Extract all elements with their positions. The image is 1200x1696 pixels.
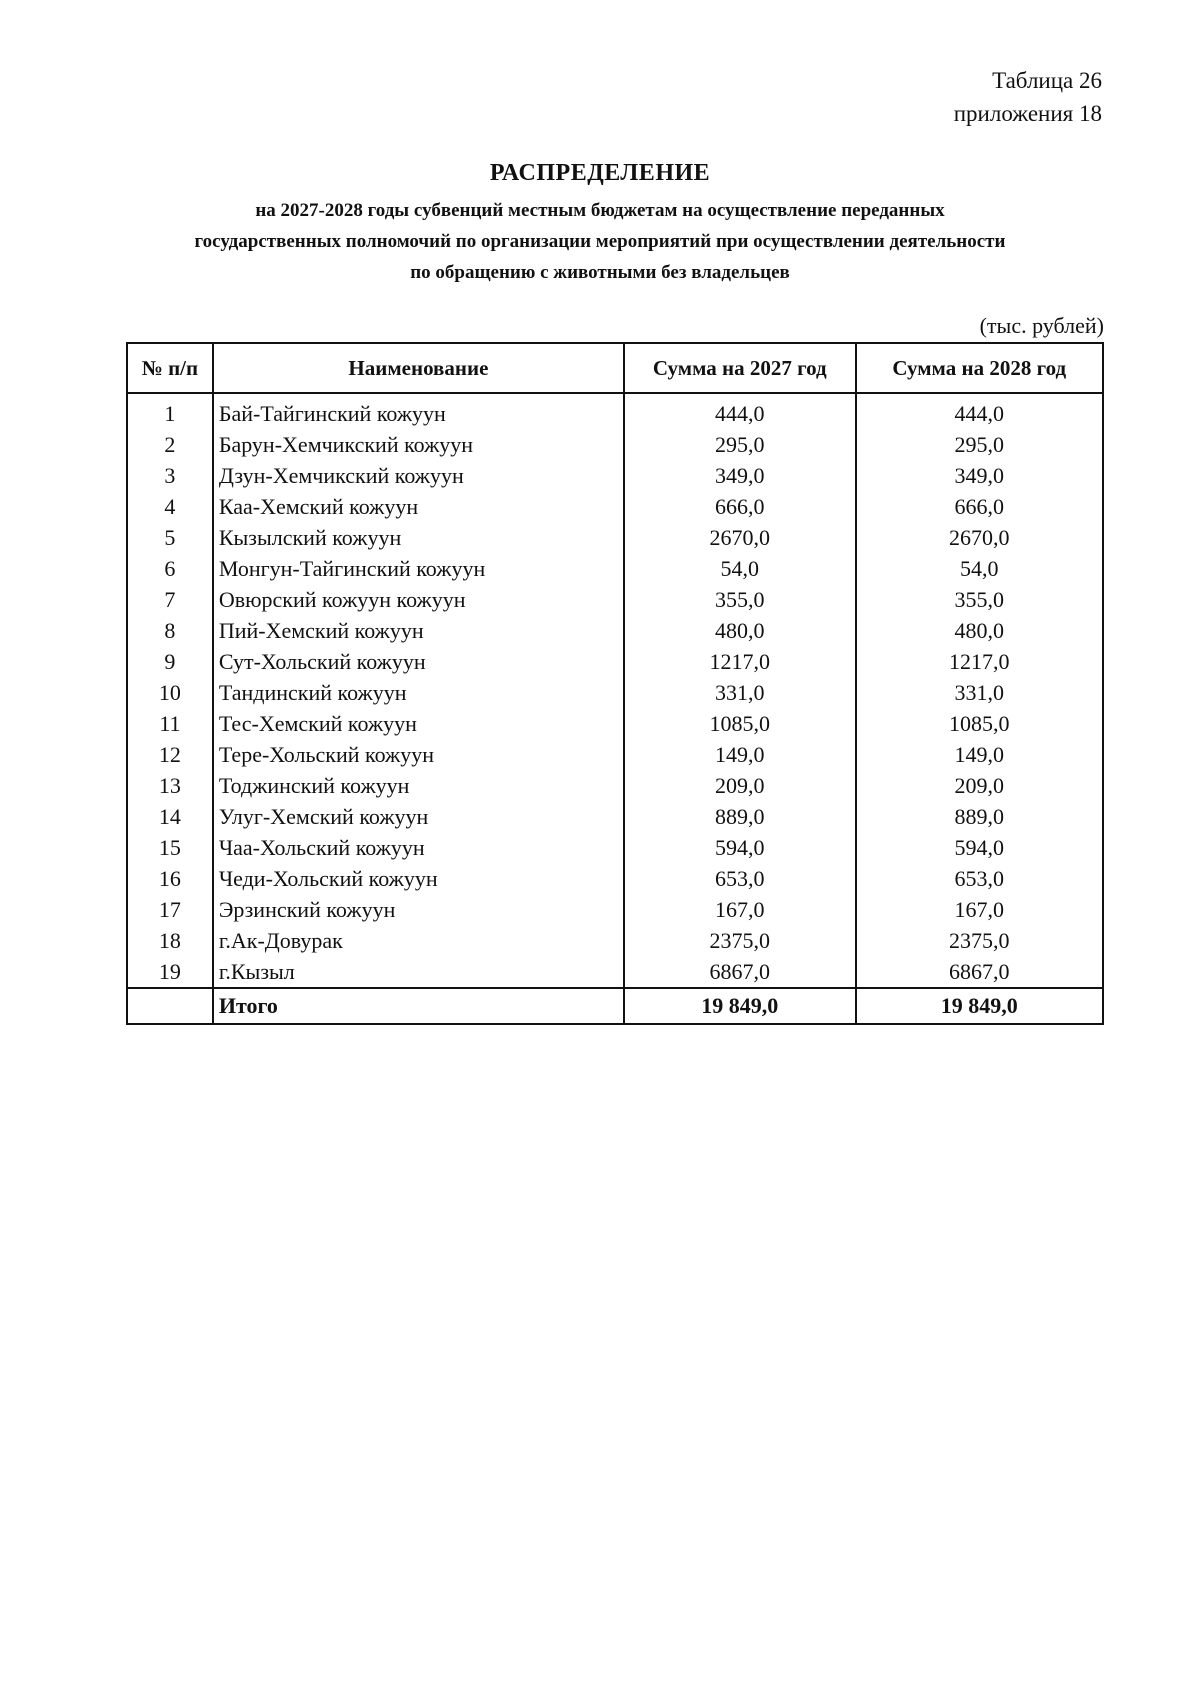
- row-number: 17: [127, 894, 213, 925]
- row-name: Тандинский кожуун: [213, 677, 624, 708]
- row-name: Бай-Тайгинский кожуун: [213, 393, 624, 429]
- row-name: Каа-Хемский кожуун: [213, 491, 624, 522]
- row-name: Тере-Хольский кожуун: [213, 739, 624, 770]
- subtitle-line: государственных полномочий по организации мероприятий при осуществлении деятельности: [194, 231, 1006, 252]
- row-name: г.Кызыл: [213, 956, 624, 988]
- row-sum-2028: 444,0: [856, 393, 1103, 429]
- row-sum-2027: 2375,0: [624, 925, 856, 956]
- table-row: [127, 863, 1103, 894]
- row-sum-2028: 1217,0: [856, 646, 1103, 677]
- total-sum-2028: 19 849,0: [856, 988, 1103, 1024]
- table-row: [127, 739, 1103, 770]
- row-name: Улуг-Хемский кожуун: [213, 801, 624, 832]
- row-sum-2027: 167,0: [624, 894, 856, 925]
- row-number: 12: [127, 739, 213, 770]
- table-row: [127, 491, 1103, 522]
- row-number: 19: [127, 956, 213, 988]
- table-row: [127, 770, 1103, 801]
- table-row: [127, 393, 1103, 429]
- row-name: Монгун-Тайгинский кожуун: [213, 553, 624, 584]
- row-sum-2028: 666,0: [856, 491, 1103, 522]
- table-row: [127, 584, 1103, 615]
- row-sum-2027: 1217,0: [624, 646, 856, 677]
- row-number: 10: [127, 677, 213, 708]
- row-sum-2028: 54,0: [856, 553, 1103, 584]
- column-header-name: Наименование: [213, 343, 624, 393]
- row-sum-2027: 444,0: [624, 393, 856, 429]
- row-sum-2028: 331,0: [856, 677, 1103, 708]
- table-number: Таблица 26: [992, 68, 1102, 93]
- row-sum-2027: 653,0: [624, 863, 856, 894]
- row-number: 8: [127, 615, 213, 646]
- appendix-number: приложения 18: [953, 101, 1102, 126]
- row-sum-2028: 355,0: [856, 584, 1103, 615]
- row-sum-2027: 2670,0: [624, 522, 856, 553]
- table-reference: [954, 64, 1102, 130]
- table-row: [127, 956, 1103, 988]
- row-number: 9: [127, 646, 213, 677]
- document-subtitle: [120, 195, 1080, 288]
- row-number: 14: [127, 801, 213, 832]
- row-number: 3: [127, 460, 213, 491]
- row-sum-2027: 480,0: [624, 615, 856, 646]
- row-name: Тоджинский кожуун: [213, 770, 624, 801]
- row-sum-2027: 149,0: [624, 739, 856, 770]
- total-label: Итого: [213, 988, 624, 1024]
- table-row: [127, 553, 1103, 584]
- units-label: (тыс. рублей): [979, 313, 1104, 338]
- column-header-sum-2028: Сумма на 2028 год: [856, 343, 1103, 393]
- row-number: 13: [127, 770, 213, 801]
- table-row: [127, 708, 1103, 739]
- table-body: [127, 393, 1103, 1024]
- row-sum-2028: 6867,0: [856, 956, 1103, 988]
- row-number: 6: [127, 553, 213, 584]
- row-name: Овюрский кожуун кожуун: [213, 584, 624, 615]
- row-name: Барун-Хемчикский кожуун: [213, 429, 624, 460]
- row-number: 5: [127, 522, 213, 553]
- row-number: 7: [127, 584, 213, 615]
- row-number: 15: [127, 832, 213, 863]
- row-sum-2027: 355,0: [624, 584, 856, 615]
- subtitle-line: на 2027-2028 годы субвенций местным бюджетам на осуществление переданных: [255, 200, 945, 221]
- row-name: Пий-Хемский кожуун: [213, 615, 624, 646]
- row-sum-2027: 594,0: [624, 832, 856, 863]
- row-name: Эрзинский кожуун: [213, 894, 624, 925]
- table-header-row: [127, 343, 1103, 393]
- distribution-table: [126, 342, 1104, 1025]
- table-row: [127, 832, 1103, 863]
- row-sum-2028: 149,0: [856, 739, 1103, 770]
- row-sum-2027: 209,0: [624, 770, 856, 801]
- document-title: РАСПРЕДЕЛЕНИЕ: [489, 160, 711, 186]
- row-sum-2027: 6867,0: [624, 956, 856, 988]
- table-row: [127, 801, 1103, 832]
- table-row: [127, 460, 1103, 491]
- row-name: Дзун-Хемчикский кожуун: [213, 460, 624, 491]
- total-number: [127, 988, 213, 1024]
- row-sum-2028: 1085,0: [856, 708, 1103, 739]
- row-name: Сут-Хольский кожуун: [213, 646, 624, 677]
- row-number: 11: [127, 708, 213, 739]
- row-name: г.Ак-Довурак: [213, 925, 624, 956]
- total-sum-2027: 19 849,0: [624, 988, 856, 1024]
- column-header-sum-2027: Сумма на 2027 год: [624, 343, 856, 393]
- row-sum-2028: 167,0: [856, 894, 1103, 925]
- row-sum-2028: 653,0: [856, 863, 1103, 894]
- row-sum-2027: 331,0: [624, 677, 856, 708]
- row-sum-2028: 295,0: [856, 429, 1103, 460]
- table-row: [127, 894, 1103, 925]
- row-sum-2027: 295,0: [624, 429, 856, 460]
- row-sum-2027: 349,0: [624, 460, 856, 491]
- row-sum-2028: 480,0: [856, 615, 1103, 646]
- row-sum-2028: 209,0: [856, 770, 1103, 801]
- table-row: [127, 429, 1103, 460]
- row-sum-2027: 889,0: [624, 801, 856, 832]
- row-name: Тес-Хемский кожуун: [213, 708, 624, 739]
- row-sum-2027: 54,0: [624, 553, 856, 584]
- row-number: 2: [127, 429, 213, 460]
- row-number: 4: [127, 491, 213, 522]
- table-row: [127, 646, 1103, 677]
- row-name: Чеди-Хольский кожуун: [213, 863, 624, 894]
- row-name: Кызылский кожуун: [213, 522, 624, 553]
- subtitle-line: по обращению с животными без владельцев: [410, 262, 790, 283]
- row-sum-2028: 2670,0: [856, 522, 1103, 553]
- row-number: 18: [127, 925, 213, 956]
- row-sum-2028: 594,0: [856, 832, 1103, 863]
- table-total-row: [127, 988, 1103, 1024]
- table-row: [127, 522, 1103, 553]
- table-row: [127, 677, 1103, 708]
- table-row: [127, 615, 1103, 646]
- row-number: 16: [127, 863, 213, 894]
- row-number: 1: [127, 393, 213, 429]
- row-sum-2027: 1085,0: [624, 708, 856, 739]
- row-name: Чаа-Хольский кожуун: [213, 832, 624, 863]
- table-row: [127, 925, 1103, 956]
- row-sum-2027: 666,0: [624, 491, 856, 522]
- row-sum-2028: 889,0: [856, 801, 1103, 832]
- column-header-number: № п/п: [127, 343, 213, 393]
- row-sum-2028: 349,0: [856, 460, 1103, 491]
- row-sum-2028: 2375,0: [856, 925, 1103, 956]
